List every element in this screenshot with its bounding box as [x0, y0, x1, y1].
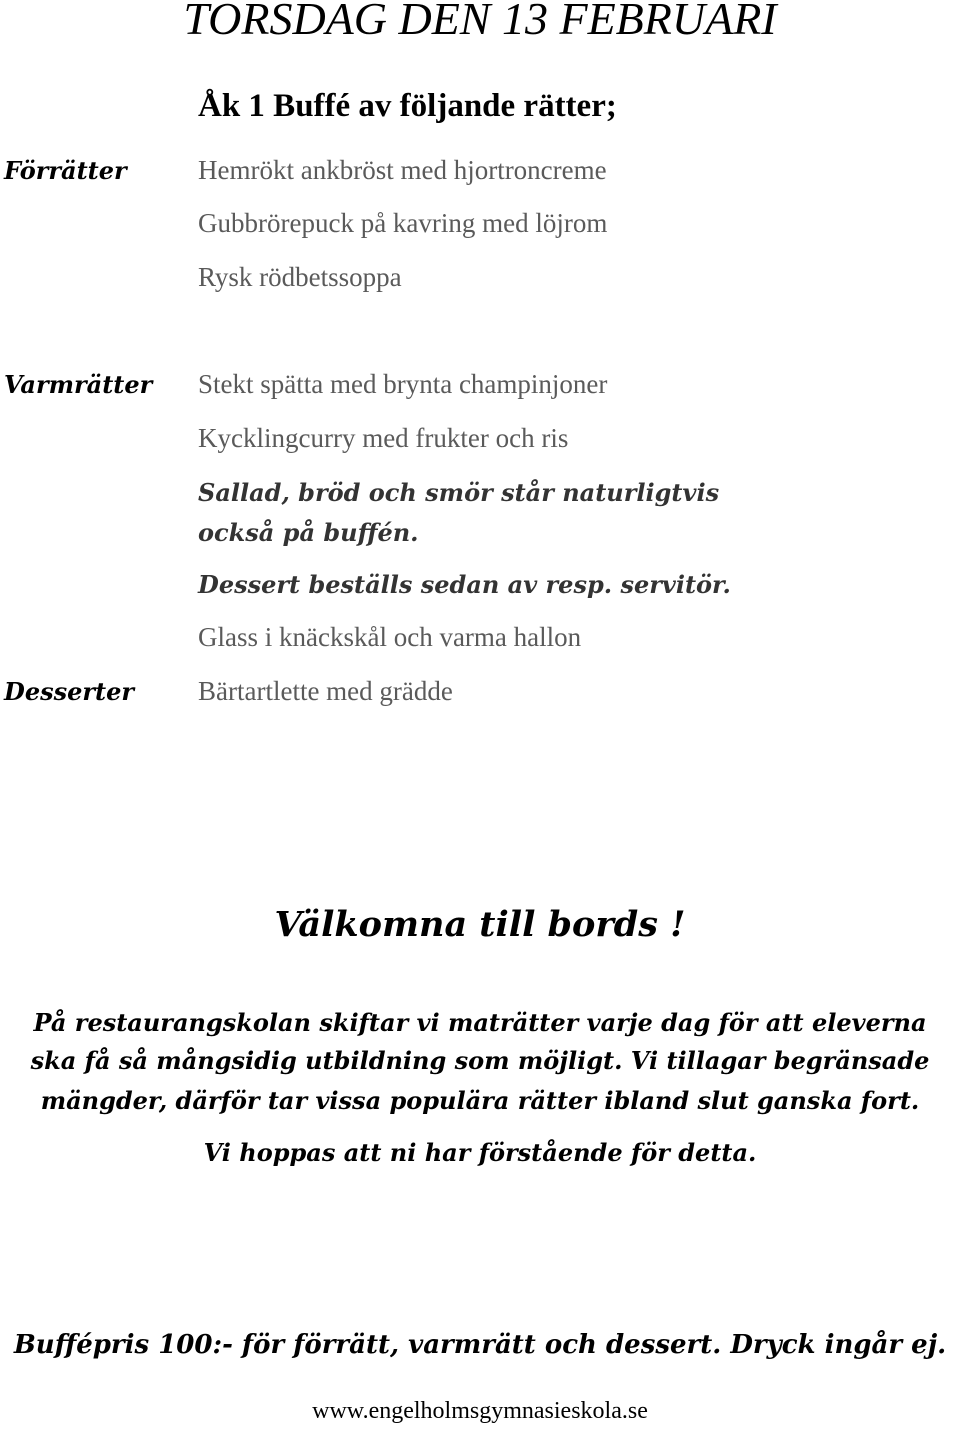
- page-title: TORSDAG DEN 13 FEBRUARI: [183, 0, 777, 44]
- dessert-item-1: Glass i knäckskål och varma hallon: [198, 622, 582, 652]
- info-line-4: Vi hoppas att ni har förstående för detta.: [203, 1138, 757, 1167]
- main-item-1: Stekt spätta med brynta champinjoner: [198, 369, 608, 399]
- info-line-1: På restaurangskolan skiftar vi maträtter varje dag för att eleverna: [33, 1008, 927, 1037]
- website-url: www.engelholmsgymnasieskola.se: [312, 1398, 648, 1424]
- dessert-order-note: Dessert beställs sedan av resp. servitör.: [198, 570, 731, 599]
- category-starters: Förrätter: [4, 156, 127, 185]
- buffet-price: Buffépris 100:- för förrätt, varmrätt och dessert. Dryck ingår ej.: [13, 1330, 947, 1360]
- category-desserts: Desserter: [4, 677, 135, 706]
- starter-item-3: Rysk rödbetssoppa: [198, 262, 402, 292]
- info-line-2: ska få så mångsidig utbildning som möjligt. Vi tillagar begränsade: [30, 1046, 930, 1075]
- side-note-line-1: Sallad, bröd och smör står naturligtvis: [198, 478, 720, 507]
- starter-item-1: Hemrökt ankbröst med hjortroncreme: [198, 155, 607, 185]
- side-note-line-2: också på buffén.: [198, 518, 419, 547]
- starter-item-2: Gubbrörepuck på kavring med löjrom: [198, 208, 608, 238]
- menu-subtitle: Åk 1 Buffé av följande rätter;: [198, 88, 617, 124]
- dessert-item-2: Bärtartlette med grädde: [198, 676, 453, 706]
- welcome-heading: Välkomna till bords !: [274, 904, 686, 945]
- category-mains: Varmrätter: [4, 370, 153, 399]
- main-item-2: Kycklingcurry med frukter och ris: [198, 423, 569, 453]
- info-line-3: mängder, därför tar vissa populära rätter ibland slut ganska fort.: [40, 1086, 920, 1115]
